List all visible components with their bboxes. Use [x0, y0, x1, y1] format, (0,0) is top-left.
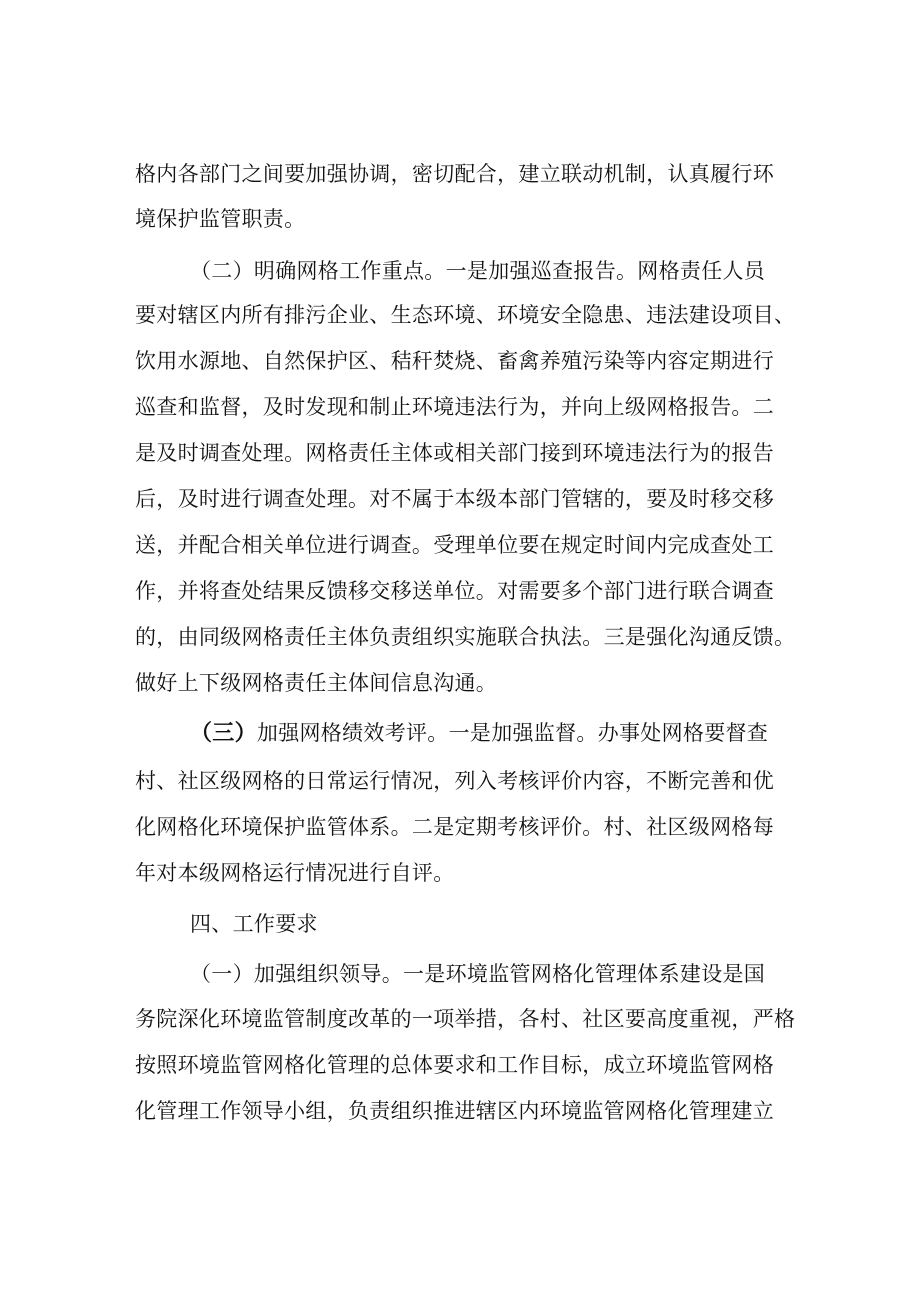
paragraph-line: 化网格化环境保护监管体系。二是定期考核评价。村、社区级网格每: [135, 815, 774, 839]
paragraph-line: 格内各部门之间要加强协调，密切配合，建立联动机制，认真履行环: [135, 162, 774, 186]
paragraph-line: 送，并配合相关单位进行调查。受理单位要在规定时间内完成查处工: [135, 533, 774, 557]
paragraph-line: 境保护监管职责。: [135, 207, 306, 231]
paragraph-line: 村、社区级网格的日常运行情况，列入考核评价内容，不断完善和优: [135, 769, 774, 793]
paragraph-line: 后，及时进行调查处理。对不属于本级本部门管辖的，要及时移交移: [135, 487, 774, 511]
paragraph-line: （二）明确网格工作重点。一是加强巡查报告。网格责任人员: [190, 259, 766, 283]
section-heading: 四、工作要求: [190, 912, 318, 936]
paragraph-line: [190, 719, 768, 748]
paragraph-line: 要对辖区内所有排污企业、生态环境、环境安全隐患、违法建设项目、: [135, 303, 796, 327]
paragraph-line: 是及时调查处理。网格责任主体或相关部门接到环境违法行为的报告: [135, 441, 774, 465]
paragraph-line: 化管理工作领导小组，负责组织推进辖区内环境监管网格化管理建立: [135, 1099, 774, 1123]
paragraph-line: 作，并将查处结果反馈移交移送单位。对需要多个部门进行联合调查: [135, 579, 774, 603]
paragraph-line: 做好上下级网格责任主体间信息沟通。: [135, 671, 498, 695]
section-number: （三）: [190, 721, 257, 746]
paragraph-line: 饮用水源地、自然保护区、秸秆焚烧、畜禽养殖污染等内容定期进行: [135, 349, 774, 373]
paragraph-line: 年对本级网格运行情况进行自评。: [135, 861, 455, 885]
paragraph-line: 按照环境监管网格化管理的总体要求和工作目标，成立环境监管网格: [135, 1053, 774, 1077]
paragraph-line: 巡查和监督，及时发现和制止环境违法行为，并向上级网格报告。二: [135, 395, 774, 419]
paragraph-line: 的，由同级网格责任主体负责组织实施联合执法。三是强化沟通反馈。: [135, 625, 796, 649]
paragraph-line: 务院深化环境监管制度改革的一项举措，各村、社区要高度重视，严格: [135, 1007, 796, 1031]
paragraph-line: （一）加强组织领导。一是环境监管网格化管理体系建设是国: [190, 962, 766, 986]
section-text: 加强网格绩效考评。一是加强监督。办事处网格要督查: [256, 721, 769, 745]
